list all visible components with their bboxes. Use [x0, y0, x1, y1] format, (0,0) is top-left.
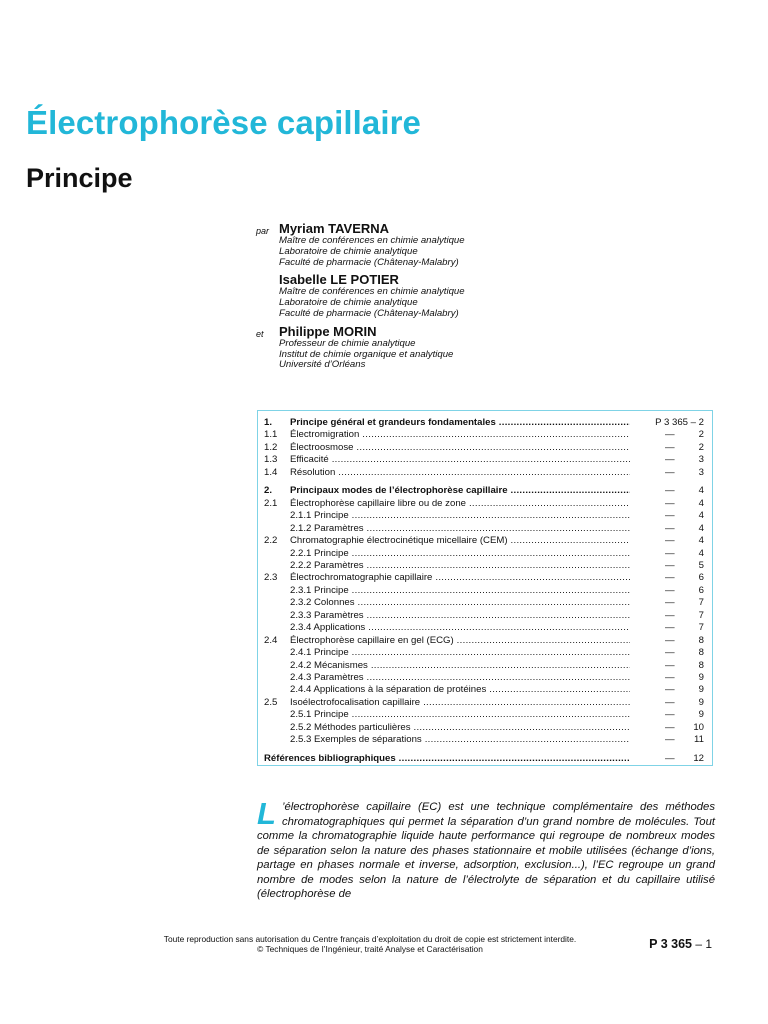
toc-label: 2.3.3 Paramètres ..... [290, 610, 630, 622]
toc-entry[interactable] [264, 417, 708, 429]
toc-label: Efficacité ..... [290, 454, 630, 466]
toc-entry[interactable] [264, 572, 708, 584]
toc-number: 1.4 [264, 466, 278, 478]
toc-dash: — [665, 547, 675, 559]
toc-page: 8 [698, 634, 704, 646]
copyright-line: Toute reproduction sans autorisation du Centre français d’exploitation du droit de copie est strictement interdite. [163, 934, 577, 944]
toc-label: 2.5.1 Principe ..... [290, 709, 630, 721]
toc-entry[interactable] [264, 585, 708, 597]
toc-page: 7 [698, 597, 704, 609]
toc-label: Isoélectrofocalisation capillaire ..... [290, 697, 630, 709]
toc-entry[interactable] [264, 697, 708, 709]
toc-page: 4 [698, 485, 704, 497]
toc-dash: — [665, 634, 675, 646]
toc-dash: — [665, 672, 675, 683]
author-affiliation: Institut de chimie organique et analytique [279, 348, 454, 360]
toc-page: 12 [693, 752, 704, 764]
toc-page: 5 [698, 559, 704, 571]
toc-label: Résolution ..... [290, 467, 630, 479]
toc-entry[interactable] [264, 560, 708, 572]
toc-entry[interactable] [264, 597, 708, 609]
toc-page: 7 [698, 609, 704, 621]
toc-dash: — [665, 752, 675, 764]
toc-number: 1.1 [264, 429, 278, 441]
toc-dash: — [665, 497, 675, 509]
toc-page: 4 [698, 535, 704, 547]
toc-label: Électrochromatographie capillaire ..... [290, 572, 630, 584]
toc-label: Électrophorèse capillaire en gel (ECG) ..... [290, 635, 630, 647]
author-list [256, 221, 716, 375]
toc-page: 6 [698, 584, 704, 596]
toc-label: 2.4.1 Principe ..... [290, 647, 630, 659]
toc-dash: — [665, 709, 675, 721]
author-affiliation: Université d’Orléans [279, 359, 366, 371]
toc-dash: — [665, 510, 675, 522]
toc-dash: — [665, 684, 675, 696]
toc-dash: — [665, 572, 675, 584]
toc-page: 9 [698, 709, 704, 721]
toc-label: Principe général et grandeurs fondamentales ..... [290, 417, 630, 429]
copyright-line: © Techniques de l’Ingénieur, traité Analyse et Caractérisation [257, 943, 483, 954]
toc-page: 4 [698, 547, 704, 559]
toc-label: 2.4.2 Mécanismes ..... [290, 660, 630, 672]
toc-dash: — [665, 535, 675, 547]
toc-page: 8 [698, 647, 704, 659]
toc-label: 2.1.2 Paramètres ..... [290, 523, 630, 535]
author-name: Myriam TAVERNA [279, 221, 390, 236]
toc-dash: — [665, 659, 675, 671]
toc-dash: — [665, 622, 675, 634]
toc-number: 2.5 [264, 696, 278, 708]
toc-entry[interactable] [264, 610, 708, 622]
copyright-notice [120, 935, 620, 954]
toc-entry[interactable] [264, 485, 708, 497]
toc-entry[interactable] [264, 753, 708, 765]
toc-dash: — [665, 429, 675, 441]
toc-label: 2.3.1 Principe ..... [290, 585, 630, 597]
toc-page: 6 [698, 572, 704, 584]
toc-entry[interactable] [264, 660, 708, 672]
author-affiliation: Maître de conférences en chimie analytique [279, 286, 465, 298]
toc-dash: — [665, 597, 675, 609]
toc-label: 2.5.3 Exemples de séparations ..... [290, 734, 630, 746]
toc-page: 3 [698, 466, 704, 478]
toc-entry[interactable] [264, 635, 708, 647]
toc-entry[interactable] [264, 498, 708, 510]
toc-dash: — [665, 454, 675, 466]
intro-paragraph [257, 796, 715, 902]
page-code: P 3 365 [649, 937, 692, 951]
toc-page: 10 [693, 721, 704, 733]
toc-dash: — [665, 721, 675, 733]
toc-dash: — [665, 559, 675, 571]
toc-label: Électrophorèse capillaire libre ou de zone ..... [290, 498, 630, 510]
toc-number: 2.4 [264, 634, 278, 646]
drop-cap: L [257, 796, 276, 831]
author-name: Philippe MORIN [279, 323, 377, 339]
author-block [256, 221, 716, 268]
author-affiliation: Maître de conférences en chimie analytique [279, 235, 465, 246]
toc-dash: — [665, 522, 675, 534]
toc-page: 2 [698, 429, 704, 441]
toc-entry[interactable] [264, 535, 708, 547]
toc-dash: — [665, 647, 675, 659]
toc-dash: — [665, 485, 675, 497]
toc-number: 1.3 [264, 454, 278, 466]
toc-label: 2.2.2 Paramètres ..... [290, 560, 630, 572]
toc-number: 1.2 [264, 441, 278, 453]
toc-number: 2.2 [264, 535, 278, 547]
toc-label: Électroosmose ..... [290, 442, 630, 454]
toc-label: 2.4.4 Applications à la séparation de protéines ..... [290, 684, 630, 696]
toc-entry[interactable] [264, 442, 708, 454]
toc-page: P 3 365 – 2 [655, 417, 704, 428]
toc-entry[interactable] [264, 672, 708, 684]
toc-entry[interactable] [264, 454, 708, 466]
page-reference [649, 937, 712, 951]
author-affiliation: Professeur de chimie analytique [279, 337, 416, 349]
toc-label: 2.3.4 Applications ..... [290, 622, 630, 634]
toc-page: 7 [698, 622, 704, 634]
toc-entry[interactable] [264, 510, 708, 522]
author-prefix: et [256, 328, 264, 339]
toc-dash: — [665, 466, 675, 478]
toc-entry[interactable] [264, 467, 708, 479]
author-affiliation: Faculté de pharmacie (Châtenay-Malabry) [279, 256, 459, 268]
toc-label: Chromatographie électrocinétique micellaire (CEM) ..... [290, 535, 630, 547]
toc-label: Électromigration ..... [290, 429, 630, 441]
toc-page: 9 [698, 672, 704, 683]
toc-entry[interactable] [264, 523, 708, 535]
toc-dash: — [665, 609, 675, 621]
toc-page: 9 [698, 684, 704, 696]
toc-page: 4 [698, 510, 704, 522]
author-name: Isabelle LE POTIER [279, 272, 399, 288]
toc-number: 2.3 [264, 572, 278, 584]
toc-number: 2.1 [264, 497, 278, 509]
toc-entry[interactable] [264, 734, 708, 746]
toc-dash: — [665, 696, 675, 708]
toc-dash: — [665, 584, 675, 596]
toc-dash: — [665, 441, 675, 453]
toc-page: 11 [694, 734, 704, 746]
toc-page: 9 [698, 696, 704, 708]
toc-page: 3 [698, 454, 704, 466]
toc-entry[interactable] [264, 722, 708, 734]
intro-text: ’électrophorèse capillaire (EC) est une technique complémentaire des méthodes chromatographiques qui permet la séparation d’un grand nombre de molécules. Tout comme la chromatographie liquide haute performance qui regroupe de nombreux modes de séparation selon la nature des phases stationnaire et mobile utilisées (échange d’ions, partage en phases normale et inverse, adsorption, exclusion...), l’EC regroupe un grand nombre de modes selon la nature de l’électrolyte de séparation et du capillaire utilisé (électrophorèse de [257, 801, 715, 900]
toc-entry[interactable] [264, 429, 708, 441]
document-title: Électrophorèse capillaire [26, 104, 422, 141]
toc-label: 2.4.3 Paramètres ..... [290, 672, 630, 684]
toc-entry[interactable] [264, 622, 708, 634]
toc-page: 4 [698, 522, 704, 534]
toc-page: 4 [698, 497, 704, 509]
toc-label: 2.2.1 Principe ..... [290, 548, 630, 560]
author-block [256, 324, 716, 371]
table-of-contents [257, 410, 713, 766]
toc-label: 2.5.2 Méthodes particulières ..... [290, 722, 630, 734]
author-block [256, 272, 716, 319]
toc-page: 2 [698, 441, 704, 453]
toc-label: Principaux modes de l’électrophorèse capillaire ..... [290, 485, 630, 497]
toc-entry[interactable] [264, 548, 708, 560]
page-number: – 1 [691, 937, 712, 951]
toc-number: 1. [264, 417, 273, 428]
author-affiliation: Laboratoire de chimie analytique [279, 245, 418, 257]
document-subtitle: Principe [26, 163, 133, 193]
toc-entry[interactable] [264, 709, 708, 721]
toc-entry[interactable] [264, 647, 708, 659]
author-affiliation: Laboratoire de chimie analytique [279, 297, 418, 309]
toc-number: 2. [264, 485, 273, 497]
author-affiliation: Faculté de pharmacie (Châtenay-Malabry) [279, 307, 459, 319]
author-prefix: par [256, 226, 270, 236]
toc-entry[interactable] [264, 684, 708, 696]
toc-label: 2.3.2 Colonnes ..... [290, 597, 630, 609]
toc-page: 8 [698, 659, 704, 671]
toc-dash: — [665, 734, 675, 746]
toc-label: Références bibliographiques ..... [264, 753, 630, 765]
toc-label: 2.1.1 Principe ..... [290, 510, 630, 522]
